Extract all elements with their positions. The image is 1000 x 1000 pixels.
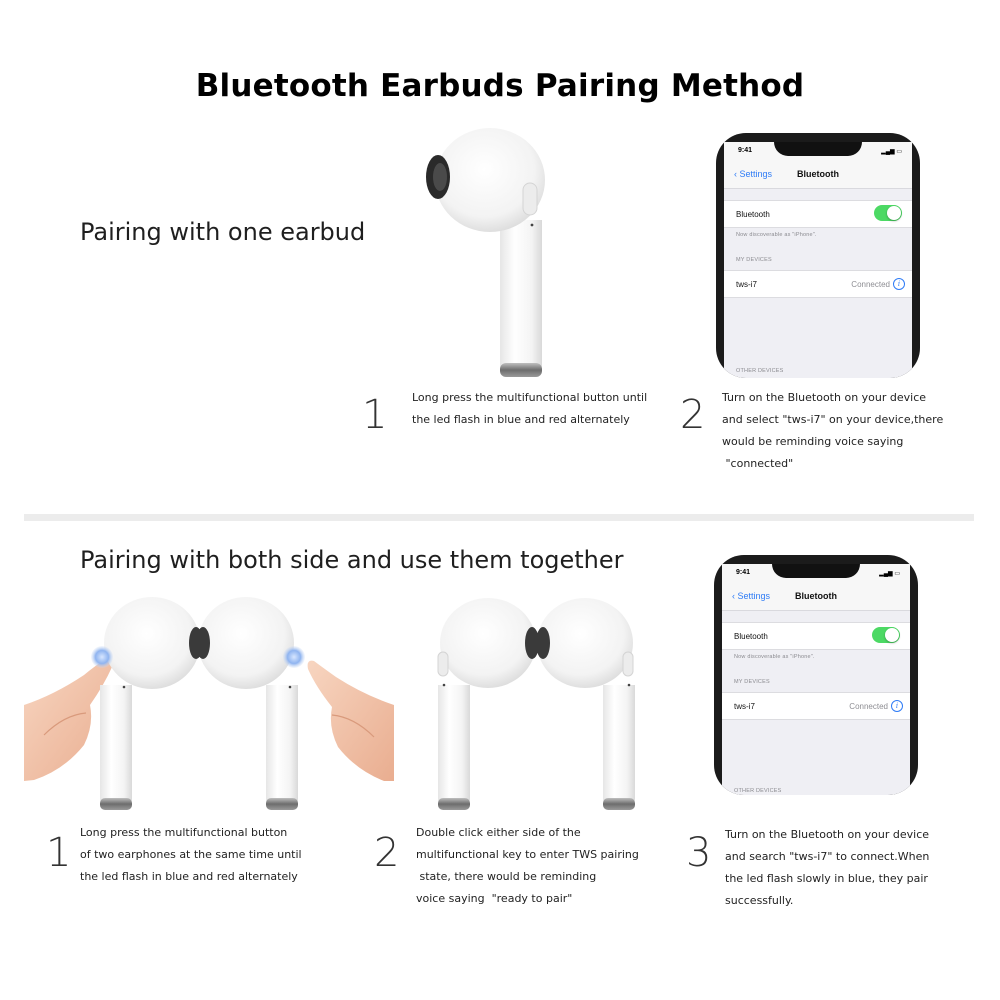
step-line: successfully.: [725, 894, 794, 907]
bluetooth-toggle[interactable]: [872, 627, 900, 643]
bluetooth-label: Bluetooth: [734, 632, 768, 641]
step-line: "connected": [722, 457, 794, 470]
single-earbud-image: [420, 125, 550, 380]
nav-title: Bluetooth: [795, 591, 837, 601]
signal-battery-icon: ▂▄▆ ▭: [881, 149, 902, 155]
back-label: Settings: [739, 169, 773, 179]
step-line: Long press the multifunctional button: [80, 826, 288, 839]
my-devices-header: MY DEVICES: [736, 257, 772, 263]
step-number: 2: [680, 392, 706, 438]
step-description: [722, 387, 943, 475]
back-button[interactable]: ‹ Settings: [734, 169, 773, 179]
phone-bluetooth-screen-2: [714, 555, 918, 795]
section-one-heading: Pairing with one earbud: [80, 218, 366, 246]
discoverable-text: Now discoverable as "iPhone".: [736, 232, 817, 238]
step-line: the led flash in blue and red alternately: [412, 413, 630, 426]
step-line: Double click either side of the: [416, 826, 581, 839]
status-time: 9:41: [738, 147, 753, 154]
step-line: the led flash slowly in blue, they pair: [725, 872, 928, 885]
step-number: 1: [362, 392, 388, 438]
step-line: would be reminding voice saying: [722, 435, 904, 448]
phone-bluetooth-screen-1: [716, 133, 920, 378]
bluetooth-toggle[interactable]: [874, 205, 902, 221]
step-line: state, there would be reminding: [416, 870, 597, 883]
signal-battery-icon: ▂▄▆ ▭: [879, 571, 900, 577]
step-line: Long press the multifunctional button until: [412, 391, 648, 404]
device-row[interactable]: [724, 270, 912, 298]
status-time: 9:41: [736, 569, 751, 576]
device-status: Connected: [849, 702, 888, 711]
info-icon[interactable]: i: [891, 700, 903, 712]
step-number: 3: [686, 830, 712, 876]
bluetooth-toggle-row[interactable]: [722, 622, 910, 650]
step-description: [416, 822, 639, 910]
step-line: of two earphones at the same time until: [80, 848, 302, 861]
back-button[interactable]: ‹ Settings: [732, 591, 771, 601]
nav-title: Bluetooth: [797, 169, 839, 179]
device-row[interactable]: [722, 692, 910, 720]
device-status: Connected: [851, 280, 890, 289]
step-line: Turn on the Bluetooth on your device: [725, 828, 930, 841]
section-two-heading: Pairing with both side and use them together: [80, 546, 624, 574]
step-number: 2: [374, 830, 400, 876]
page-title: Bluetooth Earbuds Pairing Method: [195, 68, 805, 104]
step-description: [412, 387, 647, 431]
phone-notch: [772, 564, 860, 578]
step-line: the led flash in blue and red alternately: [80, 870, 298, 883]
step-line: and search "tws-i7" to connect.When: [725, 850, 930, 863]
step-line: Turn on the Bluetooth on your device: [722, 391, 927, 404]
step-number: 1: [46, 830, 72, 876]
section-divider: [24, 514, 974, 521]
phone-notch: [774, 142, 862, 156]
step-description: [725, 824, 929, 912]
earbuds-with-fingers-image: [24, 595, 394, 815]
earbuds-pair-image: [430, 597, 645, 812]
step-line: multifunctional key to enter TWS pairing: [416, 848, 639, 861]
step-line: voice saying "ready to pair": [416, 892, 573, 905]
step-description: [80, 822, 302, 888]
device-name: tws-i7: [734, 702, 755, 711]
step-line: and select "tws-i7" on your device,there: [722, 413, 944, 426]
bluetooth-label: Bluetooth: [736, 210, 770, 219]
other-devices-header: OTHER DEVICES: [734, 788, 782, 794]
device-name: tws-i7: [736, 280, 757, 289]
discoverable-text: Now discoverable as "iPhone".: [734, 654, 815, 660]
my-devices-header: MY DEVICES: [734, 679, 770, 685]
info-icon[interactable]: i: [893, 278, 905, 290]
bluetooth-toggle-row[interactable]: [724, 200, 912, 228]
other-devices-header: OTHER DEVICES: [736, 368, 784, 374]
back-label: Settings: [737, 591, 771, 601]
